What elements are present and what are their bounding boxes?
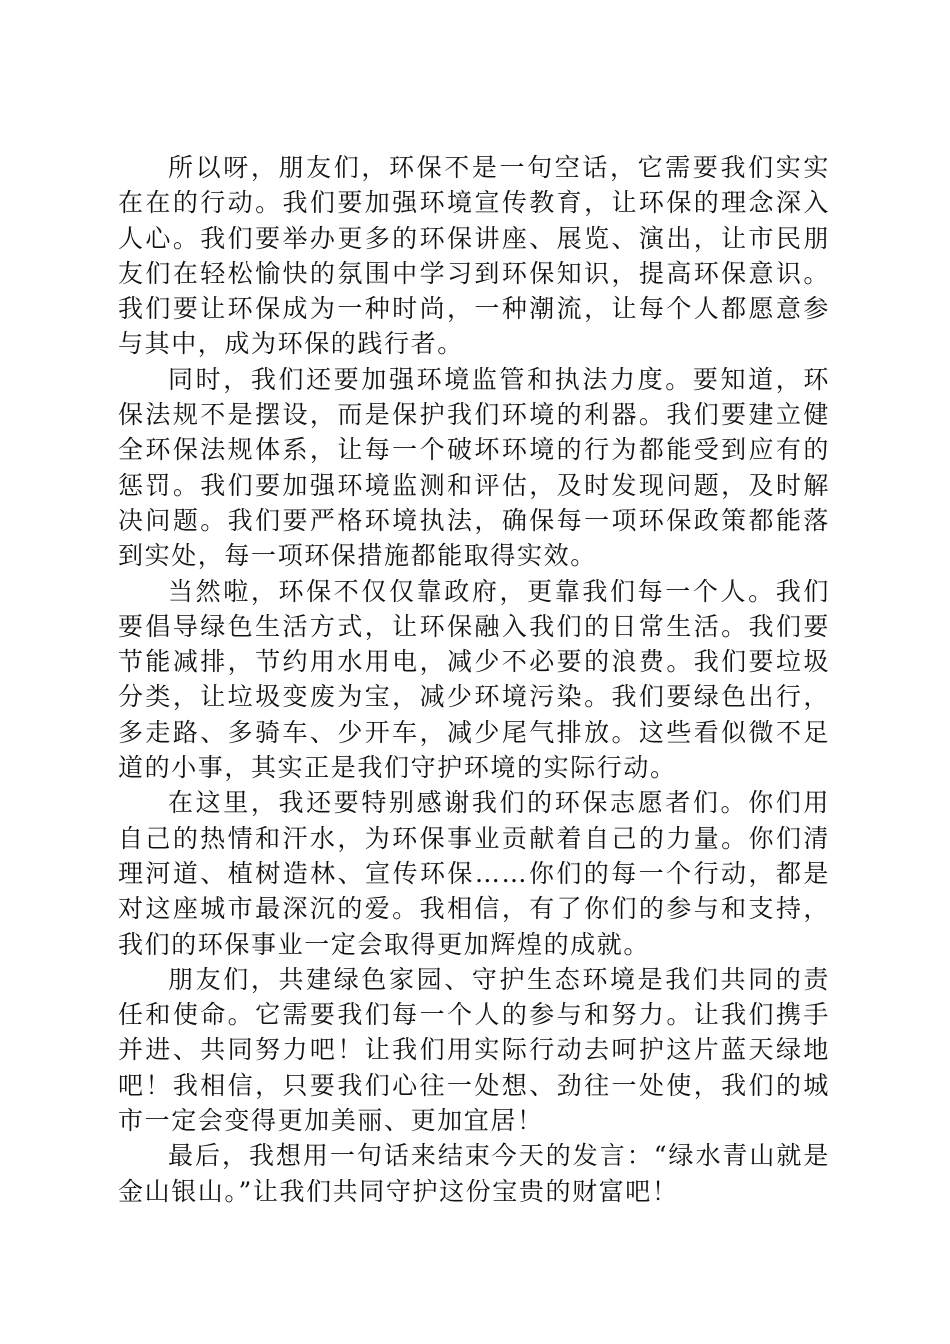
paragraph-2: 同时，我们还要加强环境监管和执法力度。要知道，环保法规不是摆设，而是保护我们环境的利器。我们要建立健全环保法规体系，让每一个破坏环境的行为都能受到应有的惩罚。我们要加强环境监测和评估，及时发现问题，及时解决问题。我们要严格环境执法，确保每一项环保政策都能落到实处，每一项环保措施都能取得实效。 [118, 364, 830, 571]
document-body [118, 150, 830, 1209]
paragraph-3: 当然啦，环保不仅仅靠政府，更靠我们每一个人。我们要倡导绿色生活方式，让环保融入我们的日常生活。我们要节能减排，节约用水用电，减少不必要的浪费。我们要垃圾分类，让垃圾变废为宝，减少环境污染。我们要绿色出行，多走路、多骑车、少开车，减少尾气排放。这些看似微不足道的小事，其实正是我们守护环境的实际行动。 [118, 576, 830, 783]
paragraph-6: 最后，我想用一句话来结束今天的发言：“绿水青山就是金山银山。”让我们共同守护这份宝贵的财富吧！ [118, 1141, 830, 1206]
paragraph-5: 朋友们，共建绿色家园、守护生态环境是我们共同的责任和使命。它需要我们每一个人的参与和努力。让我们携手并进、共同努力吧！让我们用实际行动去呵护这片蓝天绿地吧！我相信，只要我们心往一处想、劲往一处使，我们的城市一定会变得更加美丽、更加宜居！ [118, 964, 830, 1136]
paragraph-4: 在这里，我还要特别感谢我们的环保志愿者们。你们用自己的热情和汗水，为环保事业贡献着自己的力量。你们清理河道、植树造林、宣传环保……你们的每一个行动，都是对这座城市最深沉的爱。我相信，有了你们的参与和支持，我们的环保事业一定会取得更加辉煌的成就。 [118, 788, 830, 959]
paragraph-1: 所以呀，朋友们，环保不是一句空话，它需要我们实实在在的行动。我们要加强环境宣传教育，让环保的理念深入人心。我们要举办更多的环保讲座、展览、演出，让市民朋友们在轻松愉快的氛围中学习到环保知识，提高环保意识。我们要让环保成为一种时尚，一种潮流，让每个人都愿意参与其中，成为环保的践行者。 [118, 153, 830, 359]
